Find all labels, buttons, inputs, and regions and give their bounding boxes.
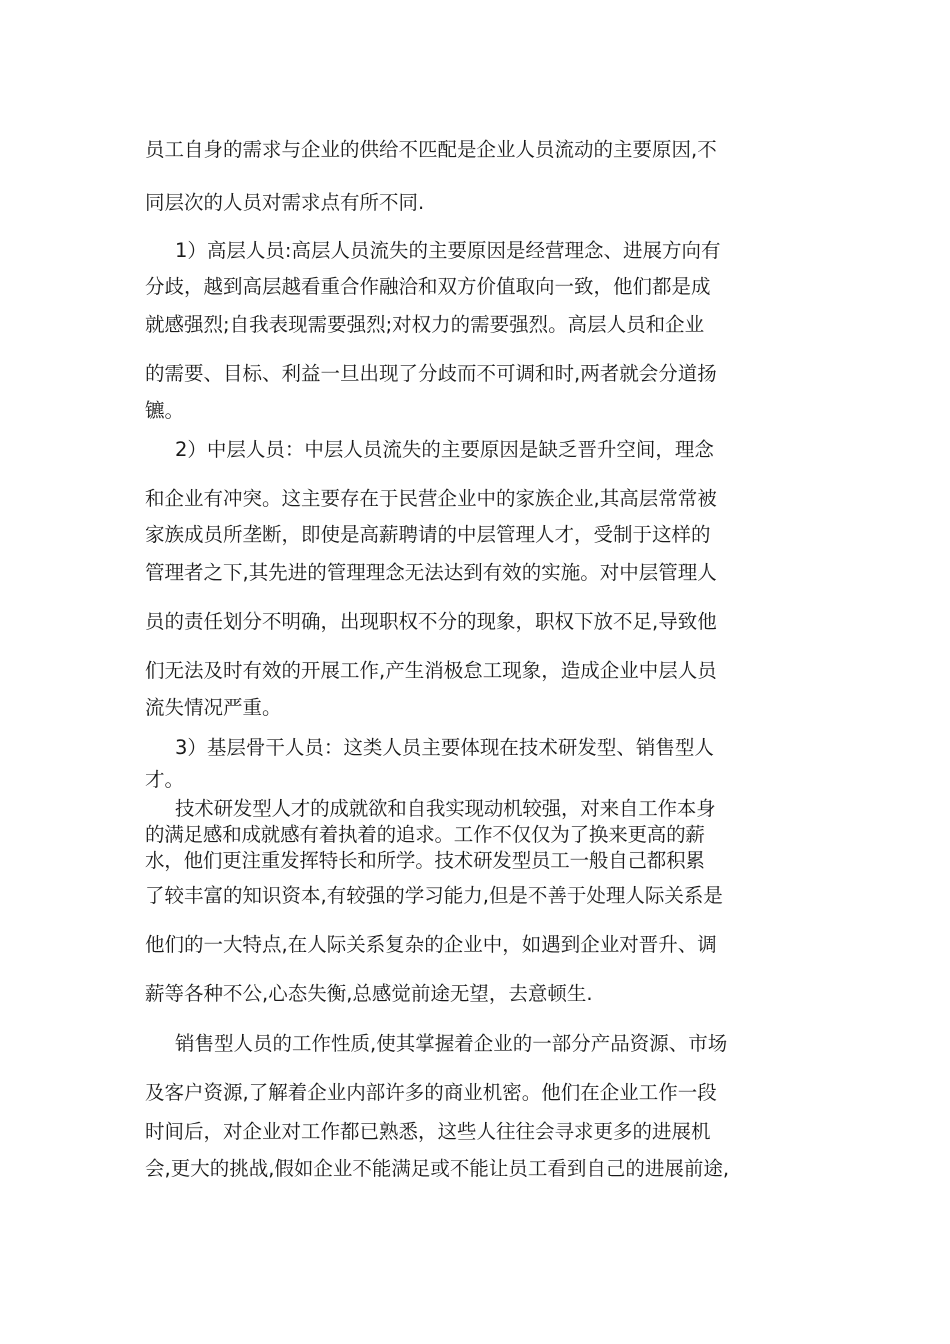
text-line: 及客户资源,了解着企业内部许多的商业机密。他们在企业工作一段: [145, 1081, 717, 1104]
text-line: 他们的一大特点,在人际关系复杂的企业中，如遇到企业对晋升、调: [145, 933, 717, 956]
text-line: 了较丰富的知识资本,有较强的学习能力,但是不善于处理人际关系是: [145, 884, 723, 907]
text-line: 同层次的人员对需求点有所不同.: [145, 191, 425, 214]
text-line: 技术研发型人才的成就欲和自我实现动机较强，对来自工作本身: [175, 797, 716, 820]
text-line: 2）中层人员：中层人员流失的主要原因是缺乏晋升空间，理念: [175, 438, 714, 461]
text-line: 会,更大的挑战,假如企业不能满足或不能让员工看到自己的进展前途,: [145, 1157, 730, 1180]
text-line: 流失情况严重。: [145, 696, 282, 719]
text-line: 的满足感和成就感有着执着的追求。工作不仅仅为了换来更高的薪: [145, 823, 705, 846]
text-line: 镳。: [145, 399, 185, 422]
text-line: 销售型人员的工作性质,使其掌握着企业的一部分产品资源、市场: [175, 1032, 728, 1055]
text-line: 和企业有冲突。这主要存在于民营企业中的家族企业,其高层常常被: [145, 487, 717, 510]
text-line: 水，他们更注重发挥特长和所学。技术研发型员工一般自己都积累: [145, 849, 705, 872]
text-line: 管理者之下,其先进的管理理念无法达到有效的实施。对中层管理人: [145, 561, 717, 584]
text-line: 员工自身的需求与企业的供给不匹配是企业人员流动的主要原因,不: [145, 138, 717, 161]
text-line: 们无法及时有效的开展工作,产生消极怠工现象，造成企业中层人员: [145, 659, 717, 682]
text-line: 时间后，对企业对工作都已熟悉，这些人往往会寻求更多的进展机: [145, 1120, 711, 1143]
text-line: 薪等各种不公,心态失衡,总感觉前途无望，去意顿生.: [145, 982, 593, 1005]
text-line: 分歧，越到高层越看重合作融洽和双方价值取向一致，他们都是成: [145, 275, 711, 298]
text-line: 员的责任划分不明确，出现职权不分的现象，职权下放不足,导致他: [145, 610, 717, 633]
text-line: 就感强烈;自我表现需要强烈;对权力的需要强烈。高层人员和企业: [145, 313, 705, 336]
text-line: 3）基层骨干人员：这类人员主要体现在技术研发型、销售型人: [175, 736, 714, 759]
text-line: 才。: [145, 768, 185, 791]
text-line: 的需要、目标、利益一旦出现了分歧而不可调和时,两者就会分道扬: [145, 362, 717, 385]
text-line: 家族成员所垄断，即使是高薪聘请的中层管理人才，受制于这样的: [145, 523, 711, 546]
text-line: 1）高层人员:高层人员流失的主要原因是经营理念、进展方向有: [175, 239, 721, 262]
